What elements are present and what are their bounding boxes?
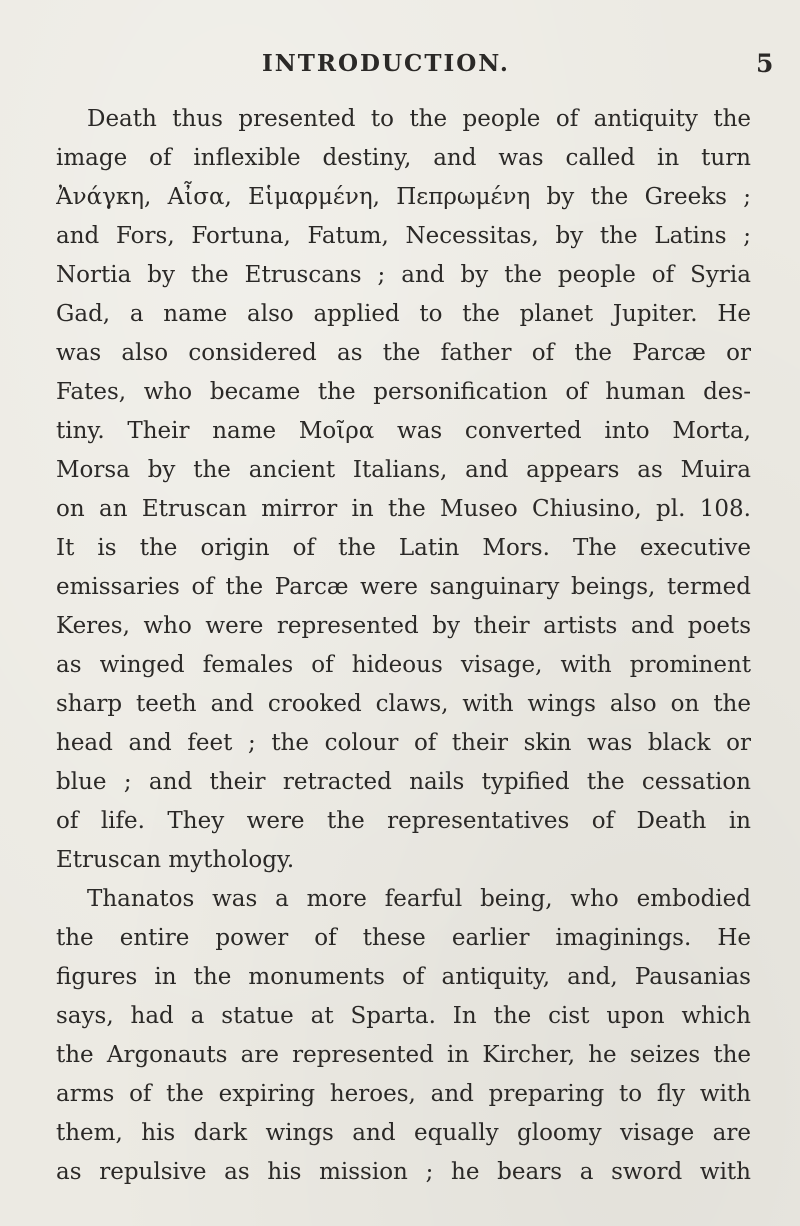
paragraph-2 (56, 880, 751, 1192)
text-line: head and feet ; the colour of their skin was black or (56, 730, 751, 756)
page-number: 5 (756, 49, 774, 78)
text-line: Etruscan mythology. (56, 847, 295, 873)
text-line: arms of the expiring heroes, and preparing to fly with (56, 1081, 751, 1107)
text-line: says, had a statue at Sparta. In the cist upon which (56, 1003, 751, 1029)
text-line: Nortia by the Etruscans ; and by the people of Syria (56, 262, 751, 288)
text-line: It is the origin of the Latin Mors. The executive (56, 535, 751, 561)
paragraph-1 (56, 100, 751, 880)
text-line: tiny. Their name Μοῖρα was converted into Morta, (56, 418, 751, 444)
text-line: Death thus presented to the people of antiquity the (87, 106, 751, 132)
text-line: blue ; and their retracted nails typified the cessation (56, 769, 751, 795)
text-line: sharp teeth and crooked claws, with wings also on the (56, 691, 751, 717)
text-line: Morsa by the ancient Italians, and appears as Muira (56, 457, 751, 483)
text-line: figures in the monuments of antiquity, and, Pausanias (56, 964, 751, 990)
text-line: Keres, who were represented by their artists and poets (56, 613, 751, 639)
text-line: image of inflexible destiny, and was called in turn (56, 145, 751, 171)
text-line: Thanatos was a more fearful being, who embodied (87, 886, 751, 912)
text-line: was also considered as the father of the Parcæ or (56, 340, 751, 366)
text-line: emissaries of the Parcæ were sanguinary beings, termed (56, 574, 751, 600)
text-line: Fates, who became the personification of human des- (56, 379, 751, 405)
body-text (56, 100, 751, 1192)
text-line: them, his dark wings and equally gloomy visage are (56, 1120, 751, 1146)
text-line: as winged females of hideous visage, with prominent (56, 652, 751, 678)
text-line: as repulsive as his mission ; he bears a sword with (56, 1159, 751, 1185)
text-line: of life. They were the representatives of Death in (56, 808, 751, 834)
text-line: the entire power of these earlier imaginings. He (56, 925, 751, 951)
text-line: Ἀνάγκη, Αἶσα, Εἱμαρμένη, Πεπρωμένη by the Greeks ; (56, 184, 751, 210)
text-line: and Fors, Fortuna, Fatum, Necessitas, by the Latins ; (56, 223, 751, 249)
page-header (0, 48, 800, 88)
text-line: the Argonauts are represented in Kircher, he seizes the (56, 1042, 751, 1068)
text-line: Gad, a name also applied to the planet Jupiter. He (56, 301, 751, 327)
text-line: on an Etruscan mirror in the Museo Chiusino, pl. 108. (56, 496, 751, 522)
running-head: INTRODUCTION. (262, 50, 510, 77)
